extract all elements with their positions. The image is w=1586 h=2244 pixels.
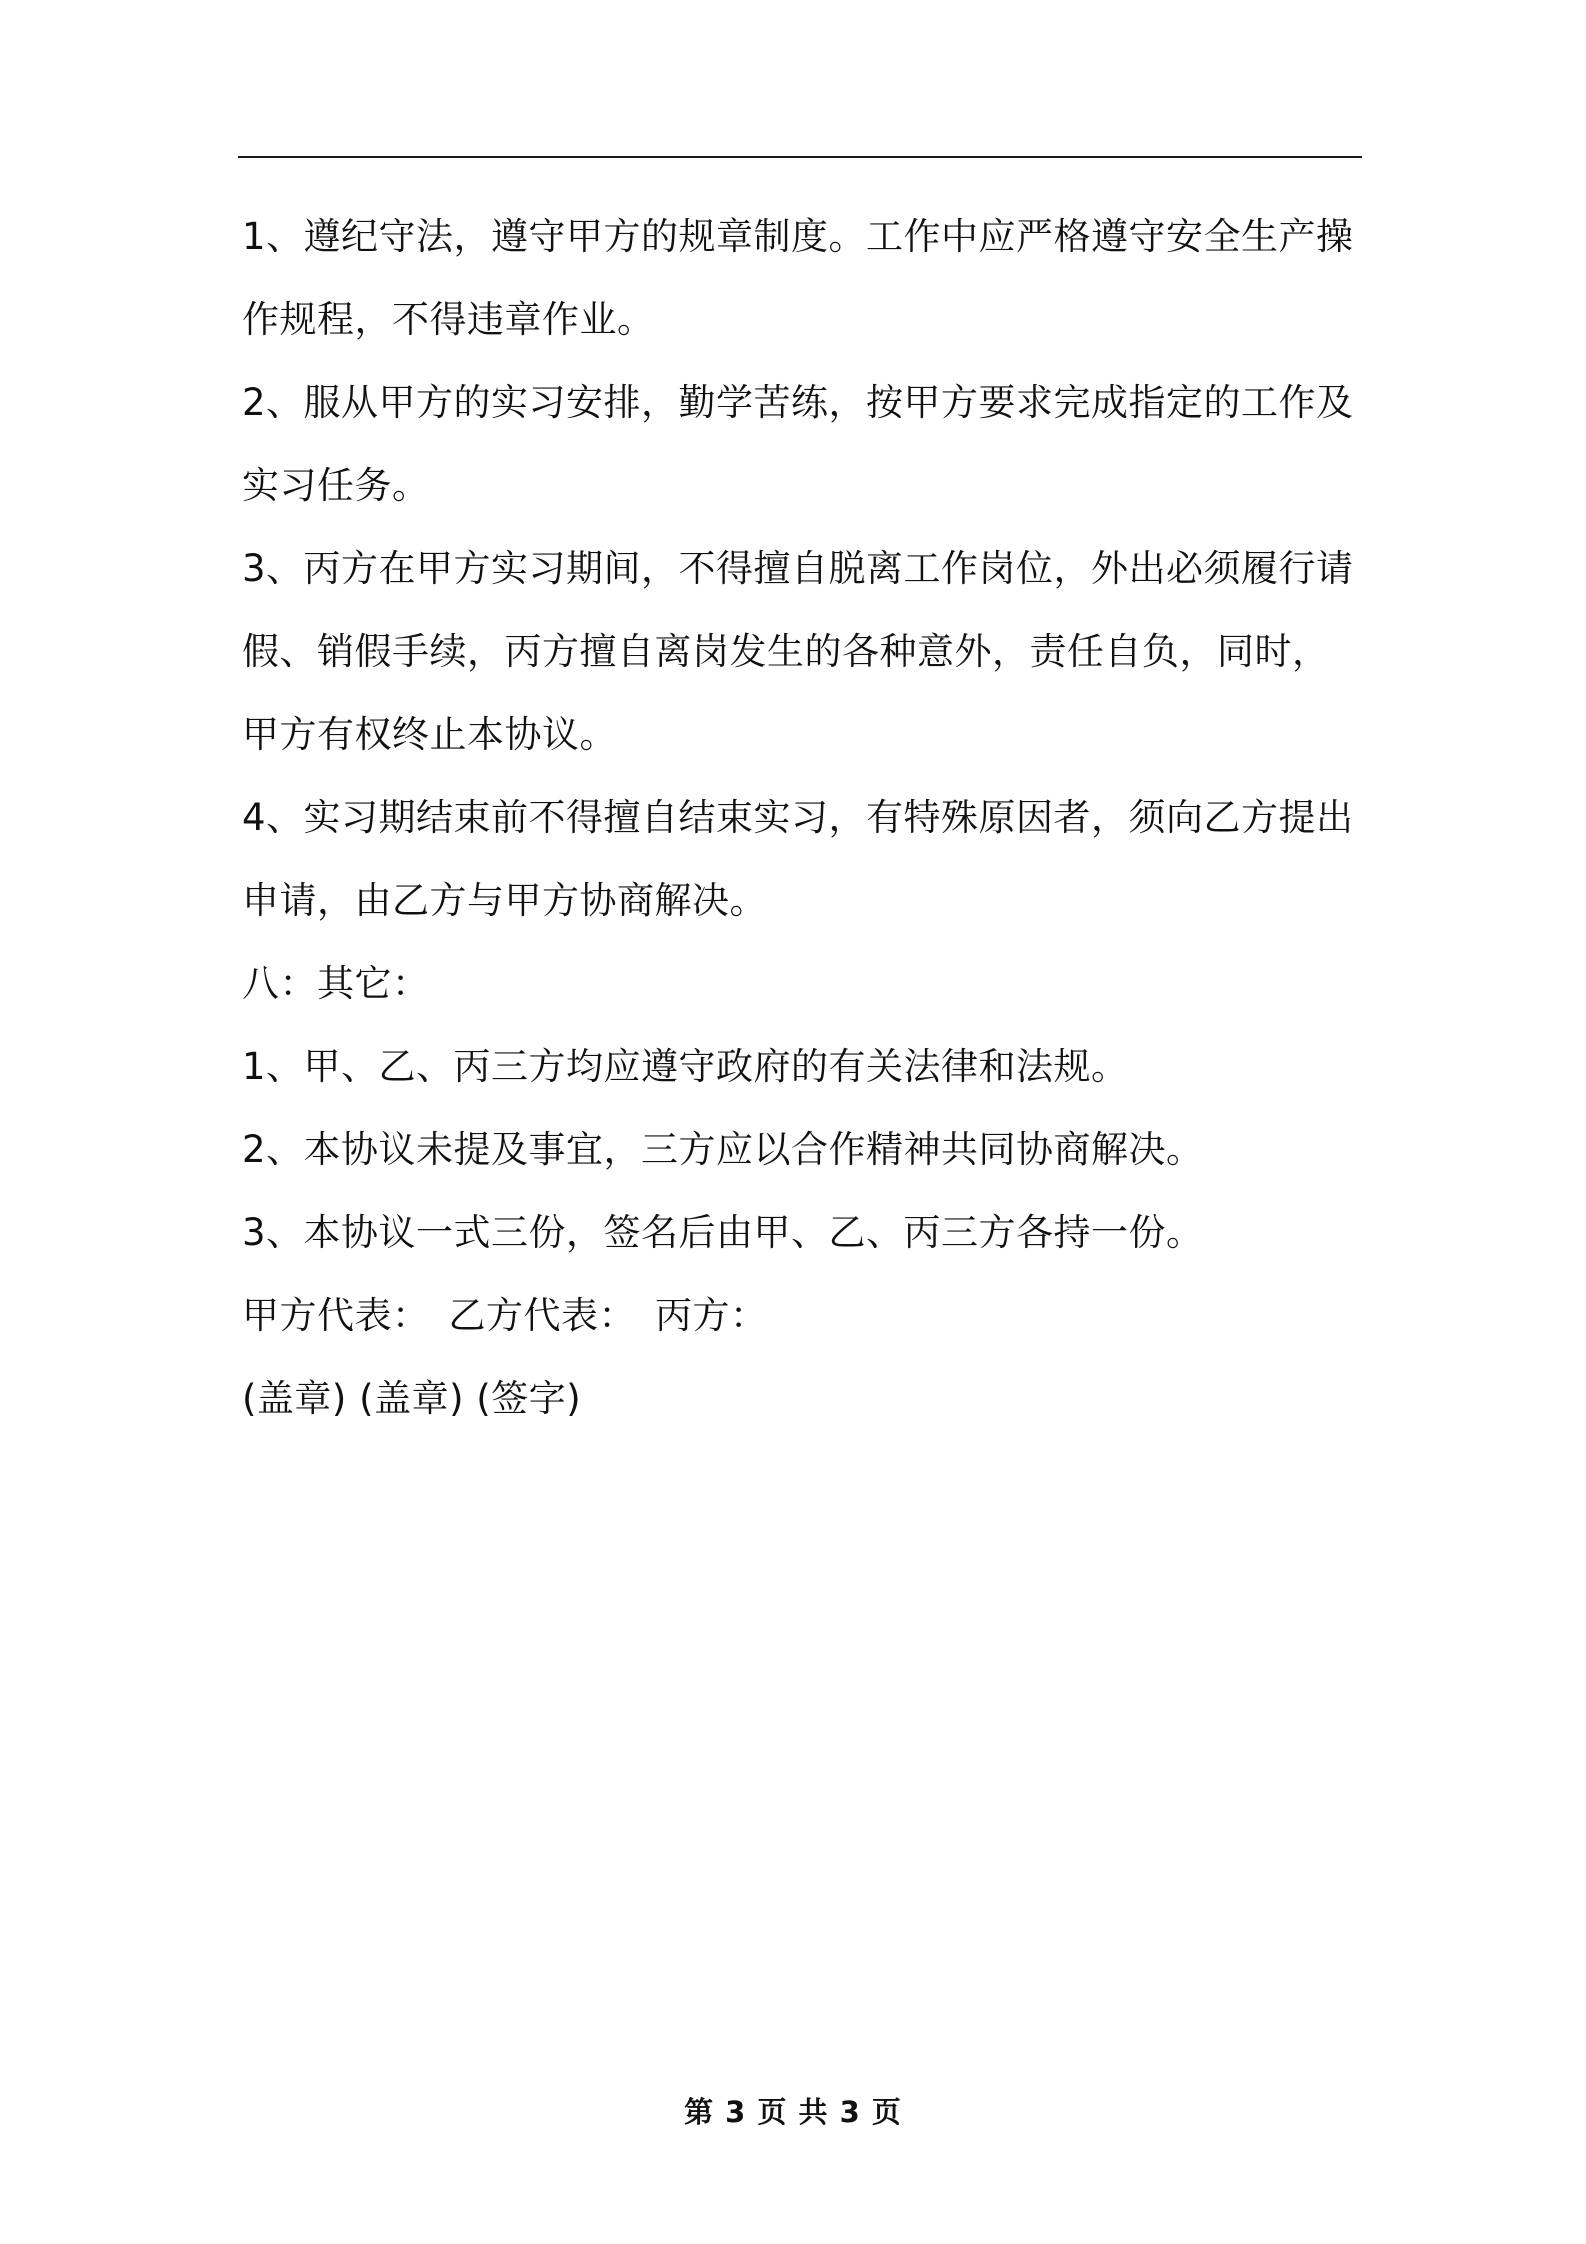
clause-3: 3、丙方在甲方实习期间，不得擅自脱离工作岗位，外出必须履行请假、销假手续，丙方擅自离岗发生的各种意外，责任自负，同时，甲方有权终止本协议。 [242,547,1354,756]
other-clause-3: 3、本协议一式三份，签名后由甲、乙、丙三方各持一份。 [242,1211,1204,1254]
section-heading-other: 八：其它： [242,962,430,1005]
clause-2: 2、服从甲方的实习安排，勤学苦练，按甲方要求完成指定的工作及实习任务。 [242,381,1354,507]
signature-parties: 甲方代表： 乙方代表： 丙方： [242,1294,768,1337]
clause-1: 1、遵纪守法，遵守甲方的规章制度。工作中应严格遵守安全生产操作规程，不得违章作业。 [242,215,1354,341]
page-footer: 第 3 页 共 3 页 [684,2095,902,2129]
document-body [242,195,1362,1440]
other-clause-2: 2、本协议未提及事宜，三方应以合作精神共同协商解决。 [242,1128,1204,1171]
clause-4: 4、实习期结束前不得擅自结束实习，有特殊原因者，须向乙方提出申请，由乙方与甲方协商解决。 [242,796,1354,922]
signature-marks: (盖章) (盖章) (签字) [242,1377,582,1420]
header-rule [238,156,1362,158]
other-clause-1: 1、甲、乙、丙三方均应遵守政府的有关法律和法规。 [242,1045,1129,1088]
